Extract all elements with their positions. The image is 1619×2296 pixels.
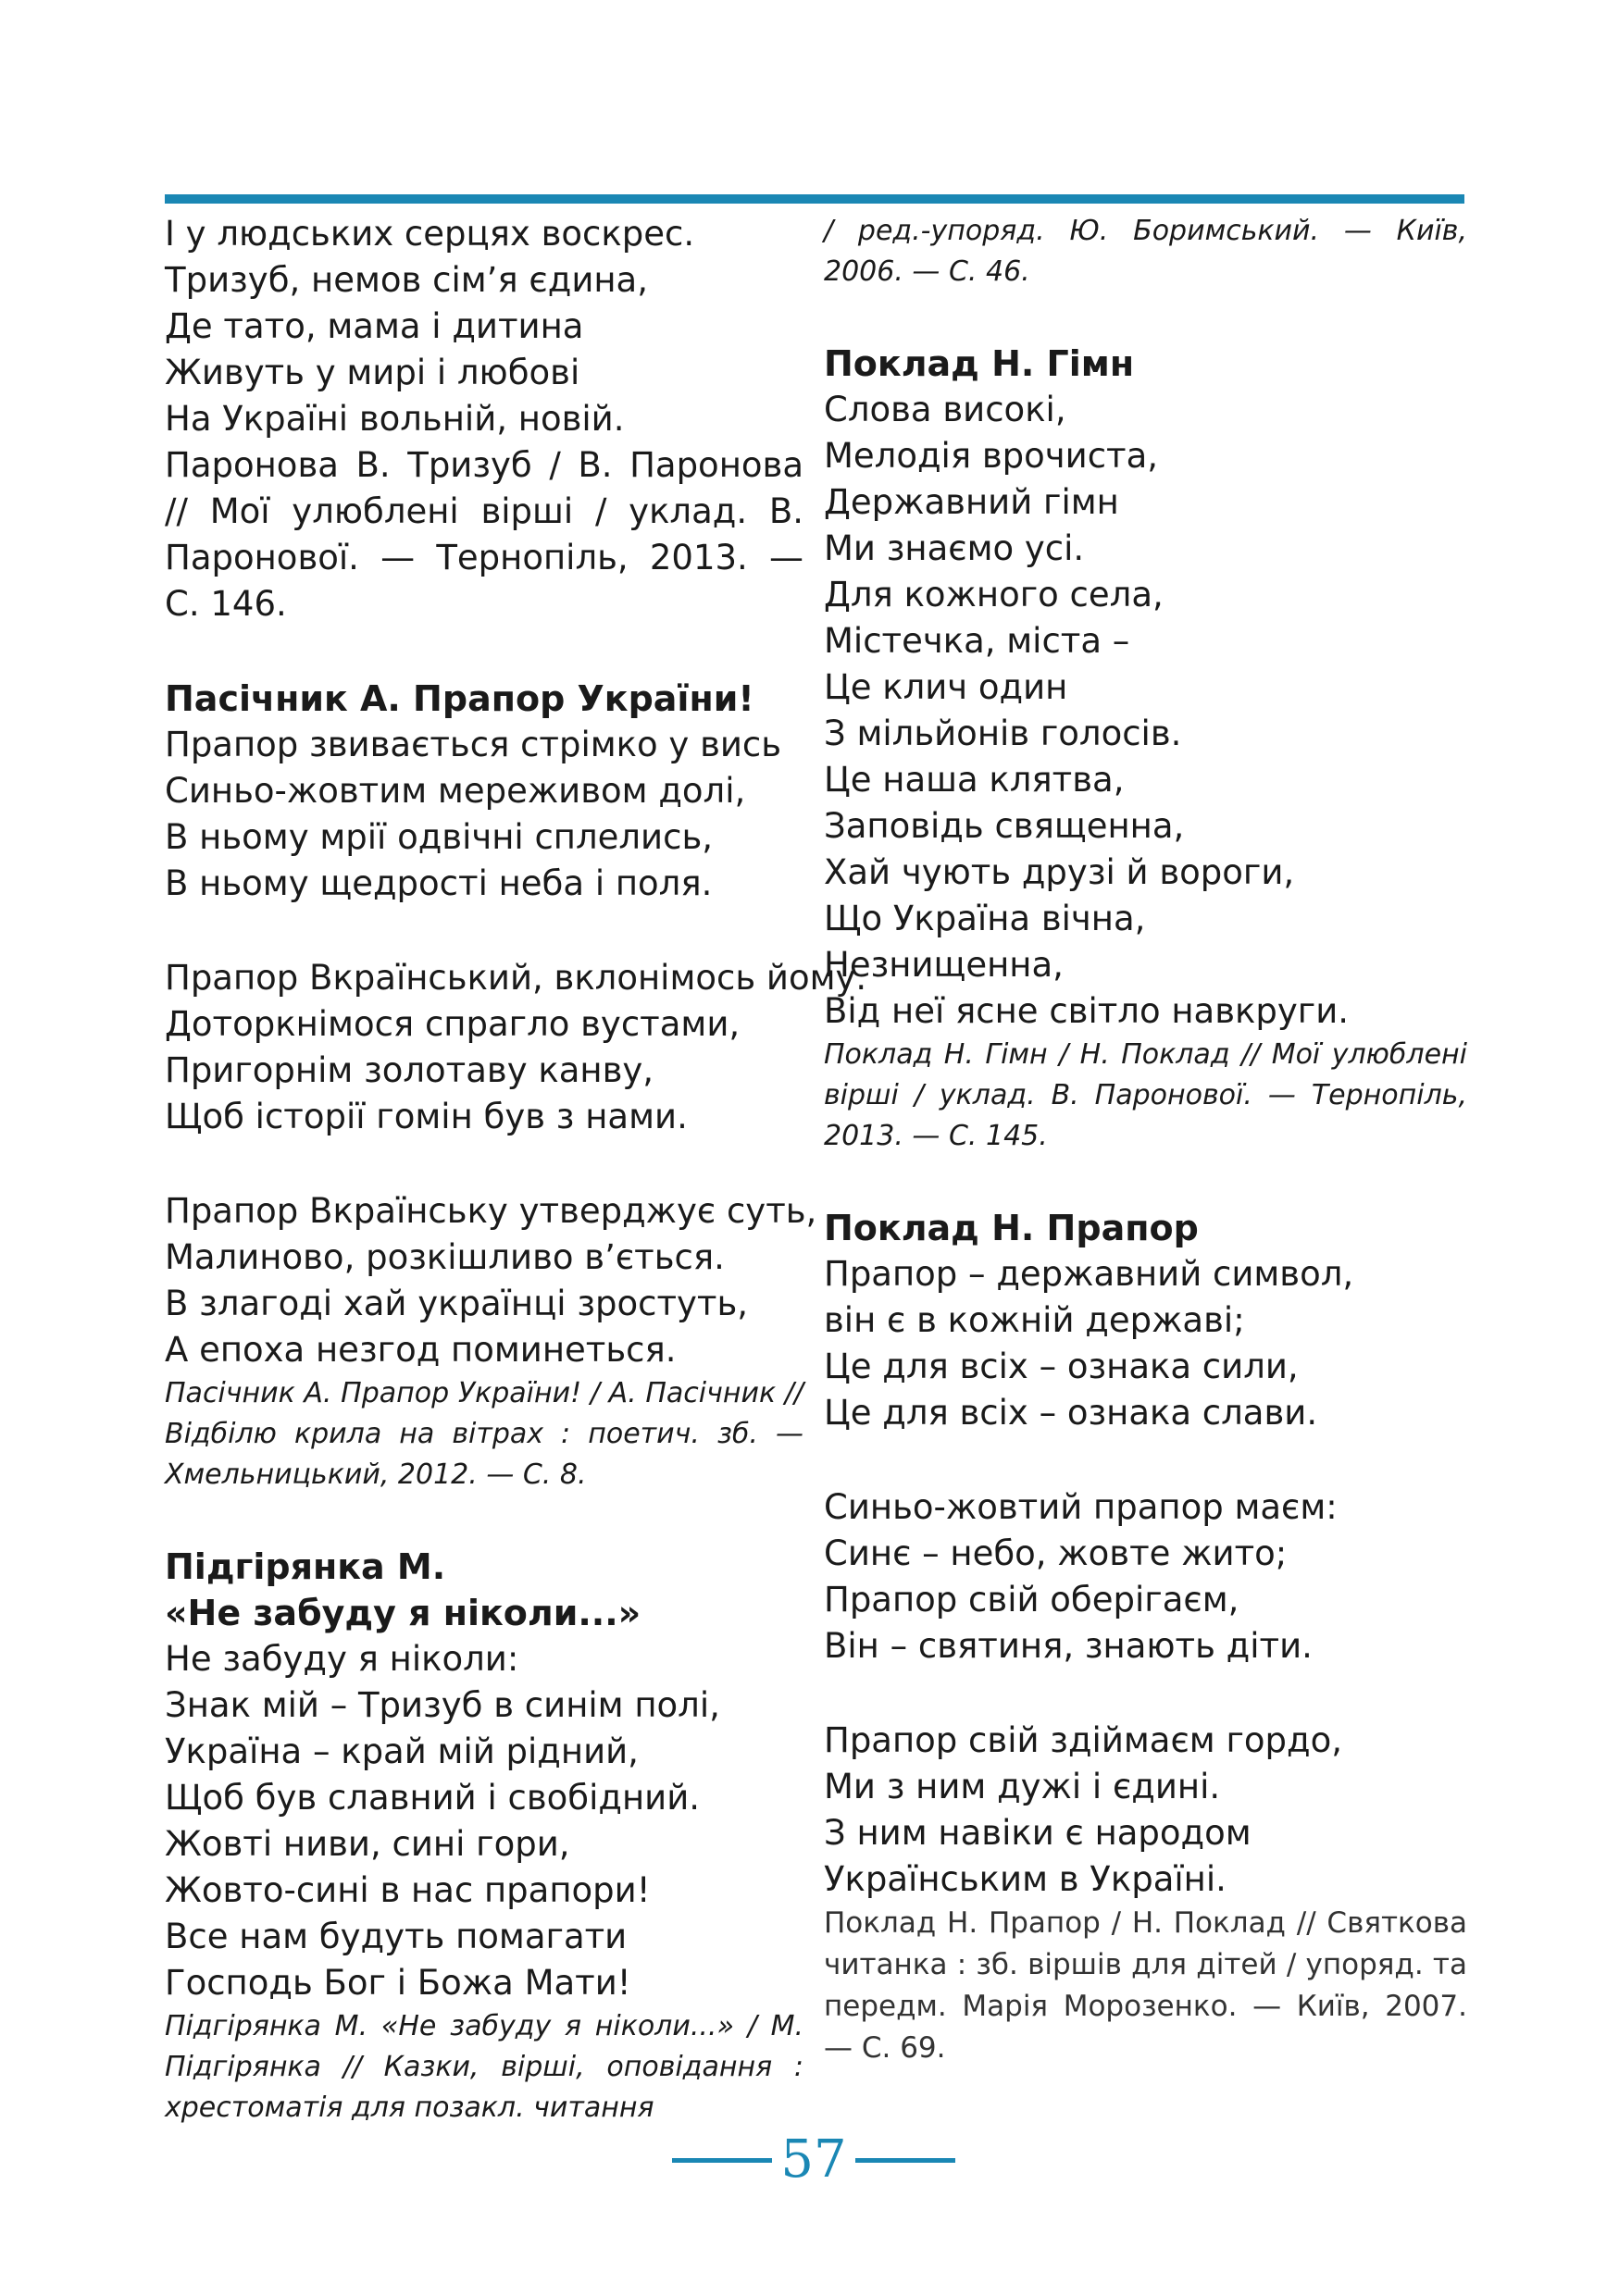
poem-line: Державний гімн <box>824 482 1119 522</box>
poem-line: Українським в Україні. <box>824 1859 1227 1899</box>
poem-title-flag: Поклад Н. Прапор <box>824 1208 1199 1248</box>
poem-line: Синє – небо, жовте жито; <box>824 1533 1288 1573</box>
poem-line: Прапор свій оберігаєм, <box>824 1580 1239 1620</box>
poem-line: Це наша клятва, <box>824 760 1125 800</box>
poem-line: Ми з ним дужі і єдині. <box>824 1767 1221 1806</box>
poem-line: Знак мій – Тризуб в синім полі, <box>165 1685 720 1725</box>
poem-line: Україна – край мій рідний, <box>165 1731 639 1771</box>
citation-flag: Поклад Н. Прапор / Н. Поклад // Святкова читанка : зб. віршів для дітей / упоряд. та передм. Марія Морозенко. — Київ, 2007. — С. 69. <box>824 1906 1467 2065</box>
poem-title-pidhirianka: Підгірянка М. <box>165 1546 446 1587</box>
poem-line: Доторкнімося спрагло вустами, <box>165 1004 741 1044</box>
citation-hymn: Поклад Н. Гімн / Н. Поклад // Мої улюблені вірші / уклад. В. Паронової. — Тернопіль, 2013. — С. 145. <box>824 1038 1467 1152</box>
poem-line: Синьо-жовтим мереживом долі, <box>165 771 746 811</box>
poem-line: Все нам будуть помагати <box>165 1917 628 1956</box>
poem-line: Містечка, міста – <box>824 621 1130 661</box>
poem-line: Це для всіх – ознака сили, <box>824 1347 1299 1386</box>
poem-line: В ньому мрії одвічні сплелись, <box>165 817 714 857</box>
left-column <box>165 211 867 2128</box>
poem-line: Не забуду я ніколи: <box>165 1639 519 1679</box>
poem-line: Мелодія врочиста, <box>824 436 1159 476</box>
poem-line: Щоб історії гомін був з нами. <box>165 1097 688 1136</box>
poem-line: Що Україна вічна, <box>824 899 1146 938</box>
poem-title-hymn: Поклад Н. Гімн <box>824 343 1135 384</box>
poem-line: Господь Бог і Божа Мати! <box>165 1963 631 2003</box>
poem-line: Живуть у мирі і любові <box>165 353 580 392</box>
footer-rule-right <box>855 2158 955 2163</box>
poem-stanza <box>165 1636 803 2006</box>
poem-line: Де тато, мама і дитина <box>165 306 584 346</box>
poem-line: Тризуб, немов сім’я єдина, <box>165 260 648 300</box>
poem-title-pasichnyk: Пасічник А. Прапор України! <box>165 678 754 719</box>
poem-line: Щоб був славний і свобідний. <box>165 1778 701 1818</box>
poem-line: Хай чують друзі й вороги, <box>824 852 1295 892</box>
poem-line: Незнищенна, <box>824 945 1064 985</box>
poem-line: Прапор свій здіймаєм гордо, <box>824 1720 1342 1760</box>
poem-line: Прапор – державний символ, <box>824 1254 1354 1294</box>
poem-line: Це для всіх – ознака слави. <box>824 1393 1318 1433</box>
poem-subtitle-pidhirianka: «Не забуду я ніколи...» <box>165 1593 641 1633</box>
footer-rule-left <box>672 2158 772 2163</box>
poem-line: Прапор Вкраїнську утверджує суть, <box>165 1191 817 1231</box>
poem-line: І у людських серцях воскрес. <box>165 214 695 254</box>
poem-line: Жовті ниви, сині гори, <box>165 1824 570 1864</box>
poem-line: Малиново, розкішливо в’ється. <box>165 1237 725 1277</box>
page-footer <box>0 2125 1619 2199</box>
poem-line: На Україні вольній, новій. <box>165 399 625 439</box>
poem-line: Слова високі, <box>824 390 1066 429</box>
poem-line: Прапор звивається стрімко у вись <box>165 725 782 764</box>
top-rule <box>165 194 1464 204</box>
poem-stanza <box>165 1188 817 1373</box>
poem-stanza <box>824 1718 1467 1903</box>
poem-line: Пригорнім золотаву канву, <box>165 1050 654 1090</box>
poem-line: Жовто-сині в нас прапори! <box>165 1870 651 1910</box>
poem-line: Для кожного села, <box>824 575 1164 614</box>
poem-line: В злагоді хай українці зростуть, <box>165 1284 749 1323</box>
poem-line: Синьо-жовтий прапор маєм: <box>824 1487 1338 1527</box>
poem-line: З мільйонів голосів. <box>824 714 1182 753</box>
poem-line: Це клич один <box>824 667 1068 707</box>
citation-paronova: Паронова В. Тризуб / В. Паронова // Мої улюблені вірші / уклад. В. Паронової. — Тернопіль, 2013. — С. 146. <box>165 445 803 624</box>
poem-line: Від неї ясне світло навкруги. <box>824 991 1349 1031</box>
citation-continued: / ред.-упоряд. Ю. Боримський. — Київ, 2006. — С. 46. <box>824 215 1467 288</box>
citation-pidhirianka: Підгірянка М. «Не забуду я ніколи...» / М. Підгірянка // Казки, вірші, оповідання : хрестоматія для позакл. читання <box>165 2010 803 2124</box>
poem-line: Він – святиня, знають діти. <box>824 1626 1313 1666</box>
poem-line: З ним навіки є народом <box>824 1813 1252 1853</box>
poem-line: Заповідь священна, <box>824 806 1185 846</box>
poem-stanza <box>824 1251 1467 1436</box>
page-number: 57 <box>780 2129 847 2190</box>
poem-line: В ньому щедрості неба і поля. <box>165 863 713 903</box>
citation-pasichnyk: Пасічник А. Прапор України! / А. Пасічник // Відбілю крила на вітрах : поетич. зб. — Хмельницький, 2012. — С. 8. <box>165 1377 803 1491</box>
poem-line: Прапор Вкраїнський, вклонімось йому. <box>165 958 867 998</box>
poem-stanza <box>824 387 1467 1035</box>
poem-line: Ми знаємо усі. <box>824 528 1085 568</box>
poem-stanza <box>165 722 803 907</box>
poem-line: А епоха незгод поминеться. <box>165 1330 677 1370</box>
poem-tryzub-ending <box>165 211 803 442</box>
right-column <box>824 211 1467 2069</box>
poem-line: він є в кожній державі; <box>824 1300 1245 1340</box>
poem-stanza <box>824 1484 1467 1669</box>
poem-stanza <box>165 955 867 1140</box>
